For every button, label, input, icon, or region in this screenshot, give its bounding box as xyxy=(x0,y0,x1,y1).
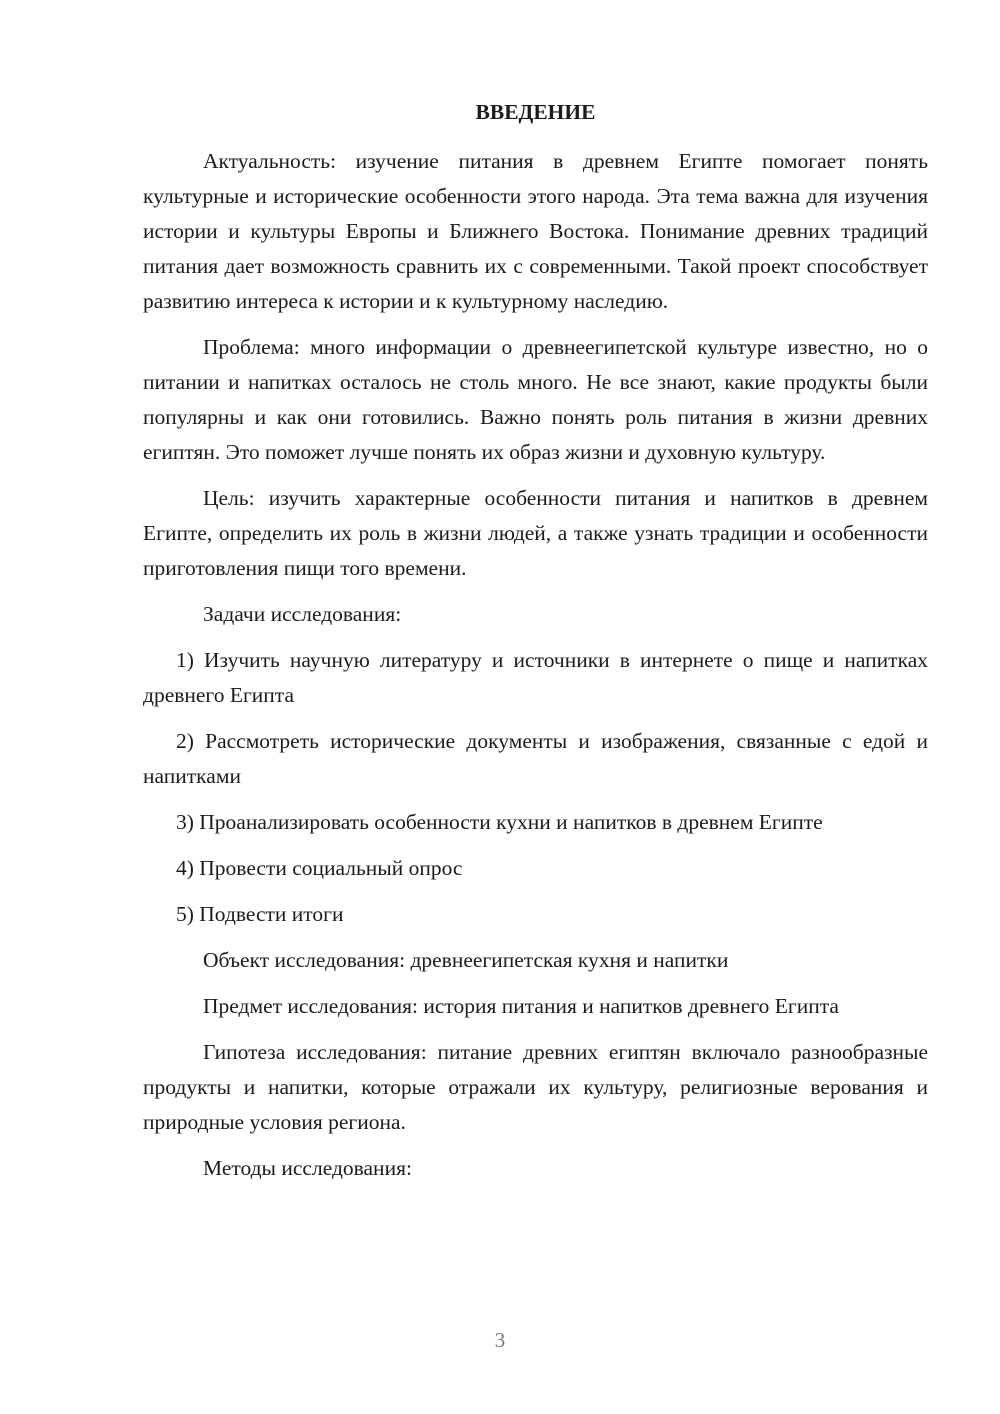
research-subject-paragraph: Предмет исследования: история питания и напитков древнего Египта xyxy=(203,994,839,1018)
task-item-5: 5) Подвести итоги xyxy=(176,902,344,926)
goal-paragraph: Цель: изучить характерные особенности питания и напитков в древнем Египте, определить их роль в жизни людей, а также узнать традиции и особенности приготовления пищи того времени. xyxy=(143,486,928,580)
tasks-heading: Задачи исследования: xyxy=(203,602,402,626)
page-number: 3 xyxy=(494,1328,506,1352)
hypothesis-paragraph: Гипотеза исследования: питание древних египтян включало разнообразные продукты и напитки, которые отражали их культуру, религиозные верования и природные условия региона. xyxy=(143,1040,928,1134)
document-page xyxy=(143,92,928,1197)
task-item-2: 2) Рассмотреть исторические документы и изображения, связанные с едой и напитками xyxy=(143,729,928,788)
problem-paragraph: Проблема: много информации о древнеегипетской культуре известно, но о питании и напитках осталось не столь много. Не все знают, какие продукты были популярны и как они готовились. Важно понять роль питания в жизни древних египтян. Это поможет лучше понять их образ жизни и духовную культуру. xyxy=(143,335,928,464)
methods-heading: Методы исследования: xyxy=(203,1156,412,1180)
section-heading: ВВЕДЕНИЕ xyxy=(475,100,596,124)
research-object-paragraph: Объект исследования: древнеегипетская кухня и напитки xyxy=(203,948,729,972)
task-item-3: 3) Проанализировать особенности кухни и напитков в древнем Египте xyxy=(176,810,823,834)
relevance-paragraph: Актуальность: изучение питания в древнем Египте помогает понять культурные и исторические особенности этого народа. Эта тема важна для изучения истории и культуры Европы и Ближнего Востока. Понимание древних традиций питания дает возможность сравнить их с современными. Такой проект способствует развитию интереса к истории и к культурному наследию. xyxy=(143,149,928,313)
task-item-4: 4) Провести социальный опрос xyxy=(176,856,463,880)
task-item-1: 1) Изучить научную литературу и источники в интернете о пище и напитках древнего Египта xyxy=(143,648,928,707)
